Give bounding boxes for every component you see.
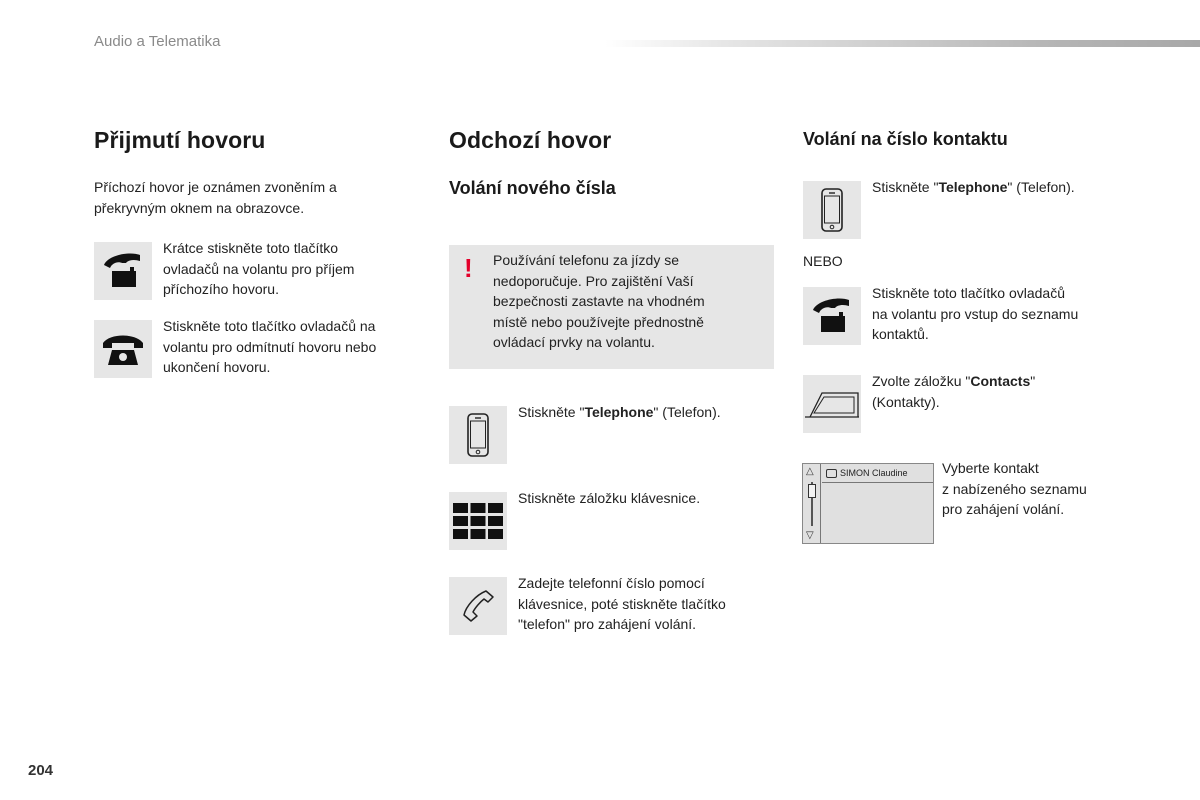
text-line: z nabízeného seznamu [942,480,1087,497]
text-fragment: Zvolte záložku " [872,373,971,389]
incoming-call-answer-text [163,238,403,300]
outgoing-step-dial [518,573,768,635]
text-line: nedoporučuje. Pro zajištění Vaší [493,272,694,289]
section-title-incoming-call: Přijmutí hovoru [94,127,266,153]
incoming-call-intro [94,177,414,218]
phone-hangup-icon [94,320,152,378]
text-line: ukončení hovoru. [163,359,271,375]
phone-answer-icon [803,287,861,345]
text-line: Používání telefonu za jízdy se [493,252,679,268]
phone-answer-glyph [809,296,855,336]
contact-step-contacts-tab [872,371,1132,412]
text-line: příchozího hovoru. [163,281,279,297]
text-line: místě nebo používejte přednostně [493,313,704,330]
scrollbar[interactable] [803,464,821,543]
text-line: kontaktů. [872,326,929,342]
smartphone-glyph [466,413,490,457]
contact-list-screen [802,463,934,544]
contact-step-select [942,458,1182,520]
keypad-glyph [453,503,503,539]
text-line: volantu pro odmítnutí hovoru nebo [163,338,377,355]
section-title-outgoing-call: Odchozí hovor [449,127,612,153]
contact-step-telephone [872,177,1132,198]
contact-card-icon [826,469,837,478]
scroll-thumb[interactable] [808,484,816,498]
contact-list-item[interactable] [822,466,933,483]
incoming-call-reject-text [163,316,413,378]
text-line: překryvným oknem na obrazovce. [94,199,305,216]
text-line: Stiskněte toto tlačítko ovladačů [872,285,1065,301]
warning-icon: ! [464,253,473,283]
contact-step-steering-button [872,283,1132,345]
outgoing-step-keypad: Stiskněte záložku klávesnice. [518,490,701,506]
text-line: "telefon" pro zahájení volání. [518,616,697,632]
contact-name: SIMON Claudine [840,468,908,478]
text-line [872,371,1132,392]
telephone-label: Telephone [938,179,1008,195]
scroll-up-icon[interactable]: △ [806,466,814,477]
scroll-down-icon[interactable]: ▽ [806,530,814,541]
outgoing-step-telephone [518,402,768,423]
text-line: Zadejte telefonní číslo pomocí [518,575,705,591]
header-bar [605,40,1200,47]
text-fragment: Stiskněte " [518,404,585,420]
warning-box [449,245,774,369]
contacts-tab-icon [803,375,861,433]
text-line: pro zahájení volání. [942,501,1065,517]
text-line: Příchozí hovor je oznámen zvoněním a [94,179,337,195]
text-line: na volantu pro vstup do seznamu [872,305,1079,322]
phone-hangup-glyph [100,329,146,369]
header-title: Audio a Telematika [94,33,221,50]
smartphone-icon [803,181,861,239]
contacts-tab-glyph [804,389,860,419]
text-fragment: " (Telefon). [653,404,721,420]
or-separator: NEBO [803,253,843,269]
handset-icon [449,577,507,635]
text-fragment: " (Telefon). [1007,179,1075,195]
smartphone-glyph [820,188,844,232]
phone-answer-icon [94,242,152,300]
text-line: bezpečnosti zastavte na vhodném [493,293,705,309]
text-fragment: " [1030,373,1036,389]
text-line: Stiskněte toto tlačítko ovladačů na [163,318,376,334]
text-fragment: Stiskněte " [872,179,939,195]
text-line: Krátce stiskněte toto tlačítko [163,240,339,256]
contacts-label: Contacts [970,373,1031,389]
text-line: (Kontakty). [872,393,940,410]
text-line: klávesnice, poté stiskněte tlačítko [518,595,726,612]
text-line: Vyberte kontakt [942,460,1039,476]
phone-answer-glyph [100,251,146,291]
smartphone-icon [449,406,507,464]
text-line: ovladačů na volantu pro příjem [163,260,355,277]
text-line: ovládací prvky na volantu. [493,334,655,350]
telephone-label: Telephone [584,404,654,420]
warning-text [493,250,763,353]
section-title-call-contact: Volání na číslo kontaktu [803,129,1008,149]
handset-glyph [460,588,496,624]
page-number: 204 [28,762,54,779]
keypad-icon [449,492,507,550]
subsection-title-new-number: Volání nového čísla [449,178,616,198]
